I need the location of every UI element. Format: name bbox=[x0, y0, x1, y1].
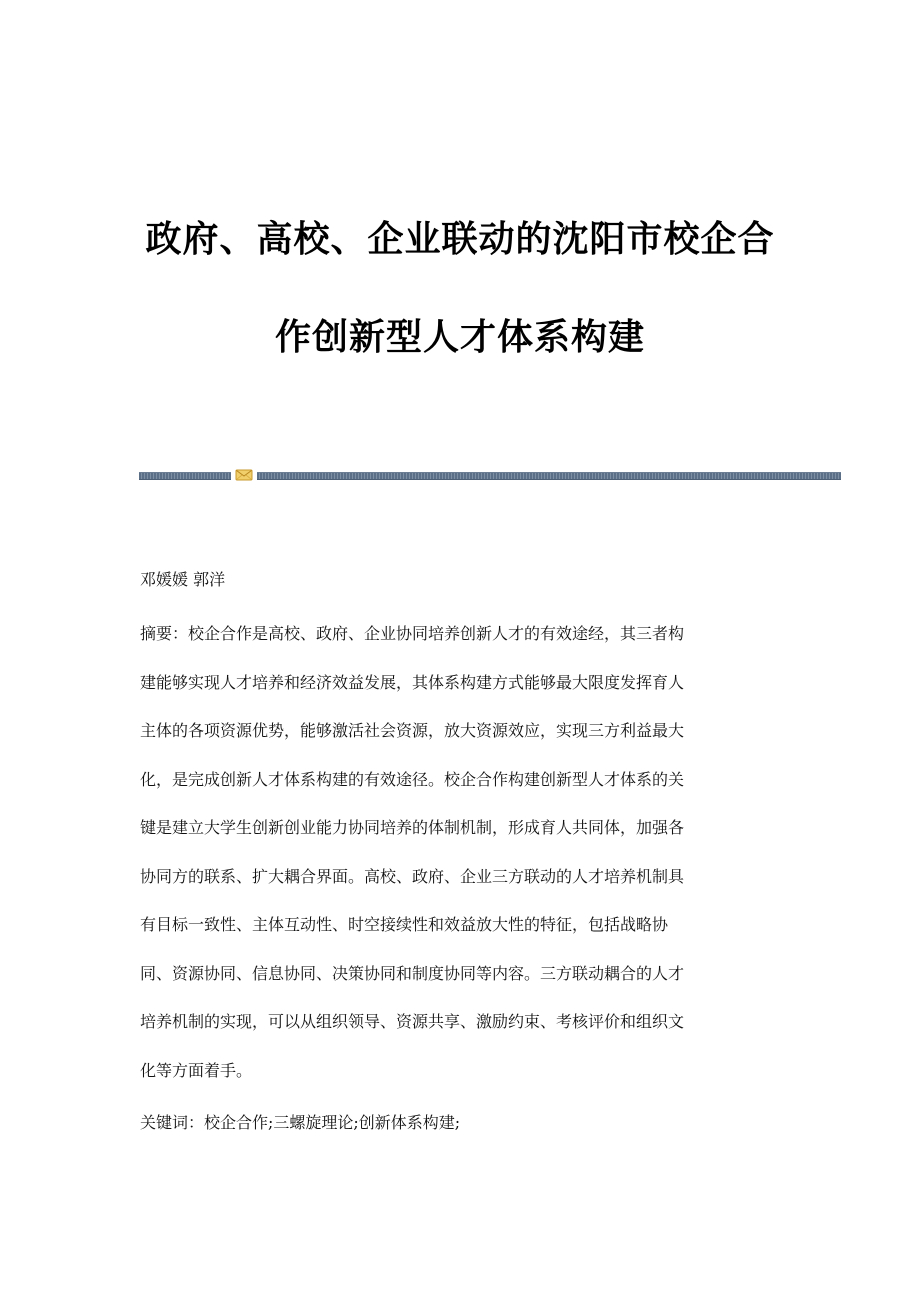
abstract-line: 化，是完成创新人才体系构建的有效途径。校企合作构建创新型人才体系的关 bbox=[140, 769, 685, 789]
envelope-ornament-icon bbox=[235, 469, 253, 481]
author-names: 邓媛媛 郭洋 bbox=[140, 570, 226, 589]
title-divider bbox=[139, 470, 841, 480]
abstract-line: 键是建立大学生创新创业能力协同培养的体制机制，形成育人共同体，加强各 bbox=[140, 818, 685, 837]
abstract-line: 协同方的联系、扩大耦合界面。高校、政府、企业三方联动的人才培养机制具 bbox=[140, 866, 685, 886]
abstract-line: 摘要：校企合作是高校、政府、企业协同培养创新人才的有效途经，其三者构 bbox=[140, 624, 685, 643]
abstract-line: 培养机制的实现，可以从组织领导、资源共享、激励约束、考核评价和组织文 bbox=[140, 1012, 685, 1031]
keywords: 关键词：校企合作;三螺旋理论;创新体系构建; bbox=[140, 1113, 461, 1132]
abstract-line: 有目标一致性、主体互动性、时空接续性和效益放大性的特征，包括战略协 bbox=[140, 915, 669, 934]
abstract-line: 同、资源协同、信息协同、决策协同和制度协同等内容。三方联动耦合的人才 bbox=[140, 963, 685, 983]
divider-bar-right bbox=[257, 472, 841, 480]
abstract-line: 化等方面着手。 bbox=[140, 1060, 253, 1080]
title-line-2: 作创新型人才体系构建 bbox=[274, 317, 645, 358]
abstract-line: 建能够实现人才培养和经济效益发展，其体系构建方式能够最大限度发挥育人 bbox=[140, 672, 685, 692]
abstract-line: 主体的各项资源优势，能够激活社会资源，放大资源效应，实现三方利益最大 bbox=[140, 721, 685, 740]
title-line-1: 政府、高校、企业联动的沈阳市校企合 bbox=[145, 219, 775, 260]
divider-bar-left bbox=[139, 472, 231, 480]
abstract bbox=[140, 622, 780, 1107]
